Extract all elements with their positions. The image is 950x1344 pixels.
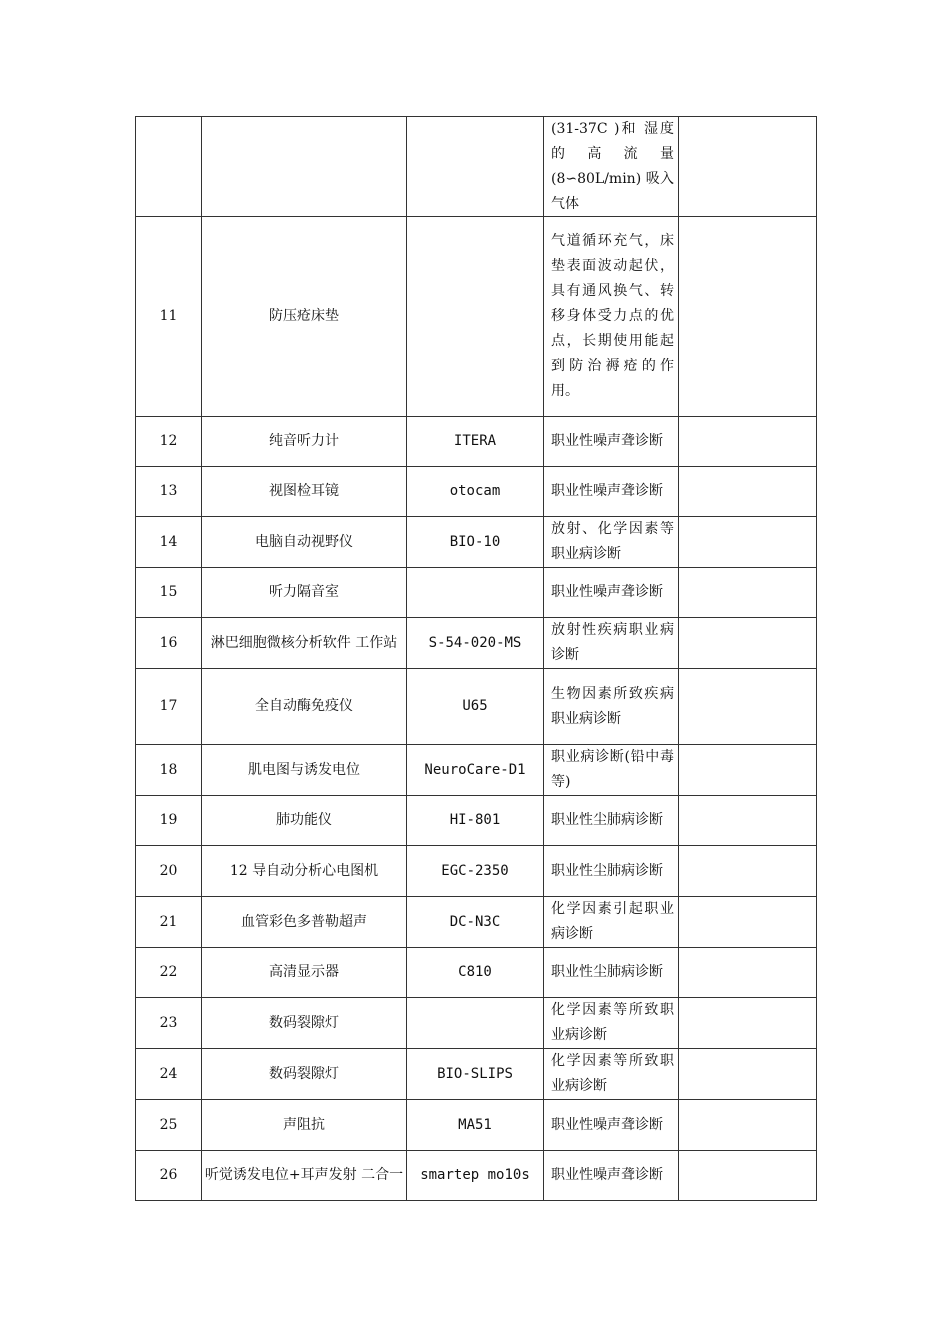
purpose-text: 职业性噪声聋诊断 bbox=[551, 584, 663, 600]
note-cell bbox=[679, 1100, 817, 1151]
purpose-text: 职业性噪声聋诊断 bbox=[551, 433, 663, 449]
model-cell bbox=[407, 117, 544, 217]
equipment-name-cell: 听力隔音室 bbox=[202, 568, 407, 618]
purpose-cell bbox=[544, 948, 679, 998]
purpose-cell bbox=[544, 796, 679, 846]
table-row bbox=[136, 796, 817, 846]
row-number-cell: 26 bbox=[136, 1151, 202, 1201]
table-row bbox=[136, 897, 817, 948]
purpose-cell bbox=[544, 568, 679, 618]
model-cell: HI-801 bbox=[407, 796, 544, 846]
note-cell bbox=[679, 796, 817, 846]
purpose-text: 化学因素引起职业病诊断 bbox=[551, 901, 674, 942]
purpose-cell bbox=[544, 669, 679, 745]
note-cell bbox=[679, 948, 817, 998]
note-cell bbox=[679, 745, 817, 796]
purpose-cell bbox=[544, 745, 679, 796]
note-cell bbox=[679, 117, 817, 217]
table-row bbox=[136, 417, 817, 467]
equipment-name-cell: 肌电图与诱发电位 bbox=[202, 745, 407, 796]
row-number-cell: 13 bbox=[136, 467, 202, 517]
equipment-table bbox=[135, 116, 817, 1201]
row-number-cell: 11 bbox=[136, 217, 202, 417]
model-cell bbox=[407, 217, 544, 417]
equipment-name-cell: 纯音听力计 bbox=[202, 417, 407, 467]
row-number-cell: 20 bbox=[136, 846, 202, 897]
note-cell bbox=[679, 998, 817, 1049]
row-number-cell: 23 bbox=[136, 998, 202, 1049]
equipment-name-cell: 声阻抗 bbox=[202, 1100, 407, 1151]
purpose-cell bbox=[544, 417, 679, 467]
table-row bbox=[136, 117, 817, 217]
equipment-name-cell: 全自动酶免疫仪 bbox=[202, 669, 407, 745]
row-number-cell: 25 bbox=[136, 1100, 202, 1151]
model-cell: MA51 bbox=[407, 1100, 544, 1151]
row-number-cell: 18 bbox=[136, 745, 202, 796]
purpose-cell bbox=[544, 1049, 679, 1100]
equipment-table-body bbox=[136, 117, 817, 1201]
purpose-text: 生物因素所致疾病职业病诊断 bbox=[551, 685, 674, 727]
table-row bbox=[136, 1100, 817, 1151]
equipment-name-cell: 电脑自动视野仪 bbox=[202, 517, 407, 568]
purpose-cell bbox=[544, 618, 679, 669]
purpose-text: 化学因素等所致职业病诊断 bbox=[551, 1053, 674, 1094]
purpose-text: (31-37C )和 湿度的高流量(8∽80L/min) 吸入气体 bbox=[551, 121, 674, 212]
purpose-cell bbox=[544, 897, 679, 948]
purpose-cell bbox=[544, 467, 679, 517]
note-cell bbox=[679, 1049, 817, 1100]
model-cell: DC-N3C bbox=[407, 897, 544, 948]
table-row bbox=[136, 998, 817, 1049]
purpose-text: 职业性噪声聋诊断 bbox=[551, 483, 663, 499]
note-cell bbox=[679, 517, 817, 568]
purpose-text: 职业性尘肺病诊断 bbox=[551, 862, 663, 879]
table-row bbox=[136, 618, 817, 669]
note-cell bbox=[679, 417, 817, 467]
equipment-name-cell: 数码裂隙灯 bbox=[202, 1049, 407, 1100]
purpose-text: 职业病诊断(铅中毒等) bbox=[551, 749, 674, 790]
note-cell bbox=[679, 846, 817, 897]
model-cell: BIO-SLIPS bbox=[407, 1049, 544, 1100]
note-cell bbox=[679, 618, 817, 669]
equipment-name-cell: 12 导自动分析心电图机 bbox=[202, 846, 407, 897]
equipment-name-cell: 血管彩色多普勒超声 bbox=[202, 897, 407, 948]
purpose-text: 气道循环充气，床垫表面波动起伏，具有通风换气、转移身体受力点的优点，长期使用能起到防治褥疮的作用。 bbox=[551, 233, 674, 399]
equipment-name-cell bbox=[202, 117, 407, 217]
table-row bbox=[136, 846, 817, 897]
model-cell: otocam bbox=[407, 467, 544, 517]
note-cell bbox=[679, 897, 817, 948]
row-number-cell: 19 bbox=[136, 796, 202, 846]
table-row bbox=[136, 217, 817, 417]
row-number-cell: 21 bbox=[136, 897, 202, 948]
note-cell bbox=[679, 467, 817, 517]
model-cell: S-54-020-MS bbox=[407, 618, 544, 669]
table-row bbox=[136, 669, 817, 745]
purpose-cell bbox=[544, 1151, 679, 1201]
equipment-name-cell: 视图检耳镜 bbox=[202, 467, 407, 517]
table-row bbox=[136, 517, 817, 568]
row-number-cell: 12 bbox=[136, 417, 202, 467]
equipment-name-cell: 数码裂隙灯 bbox=[202, 998, 407, 1049]
purpose-text: 职业性噪声聋诊断 bbox=[551, 1116, 663, 1133]
row-number-cell: 14 bbox=[136, 517, 202, 568]
table-row bbox=[136, 1151, 817, 1201]
note-cell bbox=[679, 669, 817, 745]
model-cell bbox=[407, 568, 544, 618]
note-cell bbox=[679, 568, 817, 618]
equipment-name-cell: 肺功能仪 bbox=[202, 796, 407, 846]
note-cell bbox=[679, 1151, 817, 1201]
purpose-text: 职业性尘肺病诊断 bbox=[551, 812, 663, 828]
purpose-cell bbox=[544, 117, 679, 217]
model-cell: EGC-2350 bbox=[407, 846, 544, 897]
purpose-cell bbox=[544, 1100, 679, 1151]
table-row bbox=[136, 745, 817, 796]
purpose-cell bbox=[544, 517, 679, 568]
row-number-cell: 15 bbox=[136, 568, 202, 618]
model-cell: ITERA bbox=[407, 417, 544, 467]
equipment-name-cell: 防压疮床垫 bbox=[202, 217, 407, 417]
table-row bbox=[136, 568, 817, 618]
model-cell: U65 bbox=[407, 669, 544, 745]
purpose-text: 放射、化学因素等职业病诊断 bbox=[551, 521, 674, 562]
equipment-name-cell: 高清显示器 bbox=[202, 948, 407, 998]
equipment-name-cell: 听觉诱发电位+耳声发射 二合一 bbox=[202, 1151, 407, 1201]
model-cell: NeuroCare-D1 bbox=[407, 745, 544, 796]
model-cell: BIO-10 bbox=[407, 517, 544, 568]
row-number-cell: 16 bbox=[136, 618, 202, 669]
table-row bbox=[136, 467, 817, 517]
model-cell bbox=[407, 998, 544, 1049]
row-number-cell: 17 bbox=[136, 669, 202, 745]
purpose-text: 职业性噪声聋诊断 bbox=[551, 1167, 663, 1183]
equipment-name-cell: 淋巴细胞微核分析软件 工作站 bbox=[202, 618, 407, 669]
purpose-text: 放射性疾病职业病诊断 bbox=[551, 622, 674, 663]
purpose-cell bbox=[544, 998, 679, 1049]
note-cell bbox=[679, 217, 817, 417]
table-row bbox=[136, 1049, 817, 1100]
model-cell: smartep mo10s bbox=[407, 1151, 544, 1201]
purpose-text: 化学因素等所致职业病诊断 bbox=[551, 1002, 674, 1043]
table-row bbox=[136, 948, 817, 998]
purpose-cell bbox=[544, 217, 679, 417]
row-number-cell: 22 bbox=[136, 948, 202, 998]
purpose-cell bbox=[544, 846, 679, 897]
row-number-cell: 24 bbox=[136, 1049, 202, 1100]
purpose-text: 职业性尘肺病诊断 bbox=[551, 964, 663, 980]
model-cell: C810 bbox=[407, 948, 544, 998]
row-number-cell bbox=[136, 117, 202, 217]
